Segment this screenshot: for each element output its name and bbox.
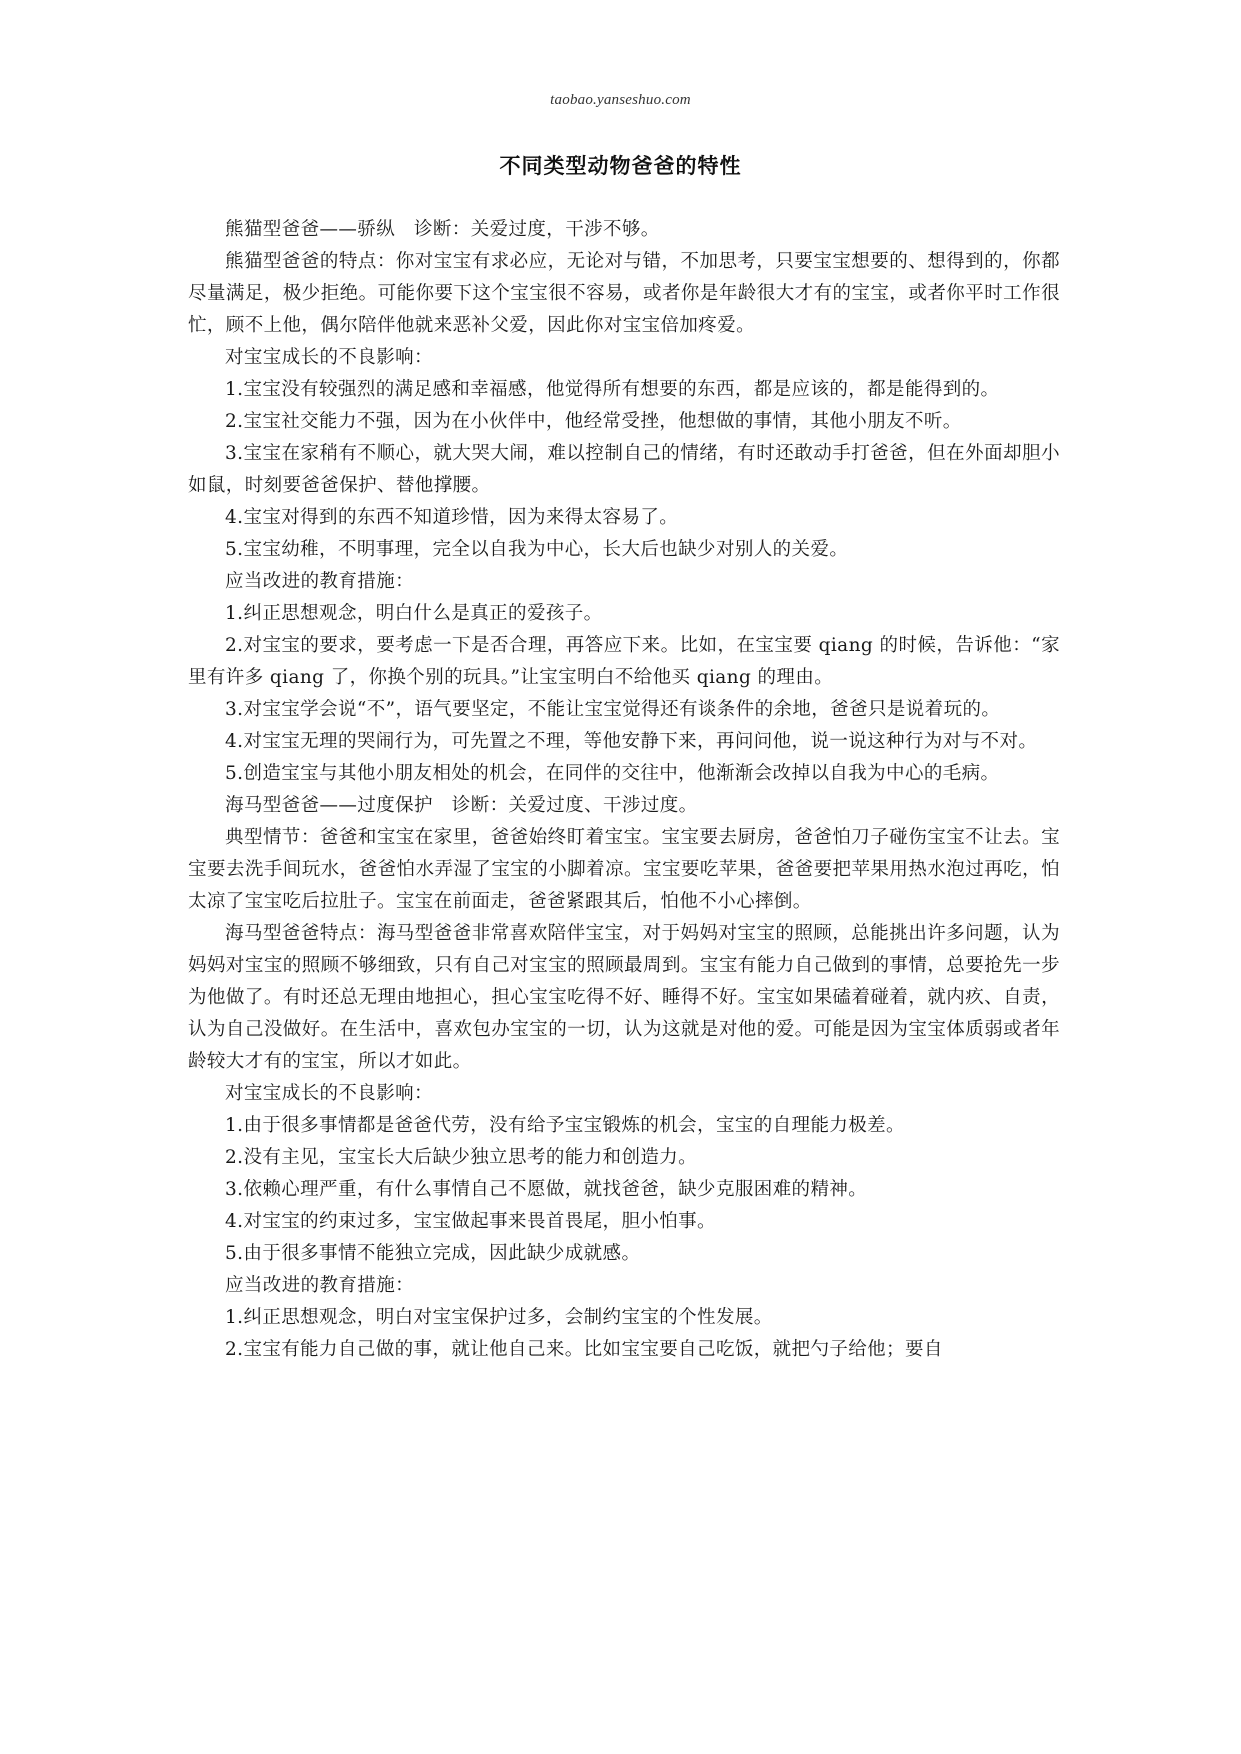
paragraph-seahorse-traits: 海马型爸爸特点：海马型爸爸非常喜欢陪伴宝宝，对于妈妈对宝宝的照顾，总能挑出许多问题，认为妈妈对宝宝的照顾不够细致，只有自己对宝宝的照顾最周到。宝宝有能力自己做到的事情，总要抢先一步为他做了。有时还总无理由地担心，担心宝宝吃得不好、睡得不好。宝宝如果磕着碰着，就内疚、自责，认为自己没做好。在生活中，喜欢包办宝宝的一切，认为这就是对他的爱。可能是因为宝宝体质弱或者年龄较大才有的宝宝，所以才如此。 — [188, 923, 1060, 1072]
document-body — [188, 214, 1060, 1366]
paragraph-panda-traits: 熊猫型爸爸的特点：你对宝宝有求必应，无论对与错，不加思考，只要宝宝想要的、想得到的，你都尽量满足，极少拒绝。可能你要下这个宝宝很不容易，或者你是年龄很大才有的宝宝，或者你平时工作很忙，顾不上他，偶尔陪伴他就来恶补父爱，因此你对宝宝倍加疼爱。 — [188, 251, 1060, 336]
paragraph-panda-measure-3: 3.对宝宝学会说“不”，语气要坚定，不能让宝宝觉得还有谈条件的余地，爸爸只是说着玩的。 — [225, 699, 1001, 720]
document-title: 不同类型动物爸爸的特性 — [499, 154, 742, 178]
paragraph-panda-measures-heading: 应当改进的教育措施： — [225, 571, 415, 592]
paragraph-panda-measure-1: 1.纠正思想观念，明白什么是真正的爱孩子。 — [225, 603, 603, 624]
paragraph-seahorse-effect-1: 1.由于很多事情都是爸爸代劳，没有给予宝宝锻炼的机会，宝宝的自理能力极差。 — [225, 1115, 905, 1136]
paragraph-seahorse-scenario: 典型情节：爸爸和宝宝在家里，爸爸始终盯着宝宝。宝宝要去厨房，爸爸怕刀子碰伤宝宝不让去。宝宝要去洗手间玩水，爸爸怕水弄湿了宝宝的小脚着凉。宝宝要吃苹果，爸爸要把苹果用热水泡过再吃，怕太凉了宝宝吃后拉肚子。宝宝在前面走，爸爸紧跟其后，怕他不小心摔倒。 — [188, 827, 1060, 912]
paragraph-seahorse-effect-5: 5.由于很多事情不能独立完成，因此缺少成就感。 — [225, 1243, 641, 1264]
paragraph-seahorse-measure-2: 2.宝宝有能力自己做的事，就让他自己来。比如宝宝要自己吃饭，就把勺子给他；要自 — [225, 1339, 943, 1360]
paragraph-panda-effects-heading: 对宝宝成长的不良影响： — [225, 347, 433, 368]
paragraph-panda-heading: 熊猫型爸爸——骄纵 诊断：关爱过度，干涉不够。 — [225, 219, 660, 240]
paragraph-panda-measure-4: 4.对宝宝无理的哭闹行为，可先置之不理，等他安静下来，再问问他，说一说这种行为对与不对。 — [225, 731, 1038, 752]
paragraph-seahorse-effect-2: 2.没有主见，宝宝长大后缺少独立思考的能力和创造力。 — [225, 1147, 698, 1168]
paragraph-panda-effect-2: 2.宝宝社交能力不强，因为在小伙伴中，他经常受挫，他想做的事情，其他小朋友不听。 — [225, 411, 962, 432]
paragraph-panda-measure-5: 5.创造宝宝与其他小朋友相处的机会，在同伴的交往中，他渐渐会改掉以自我为中心的毛病。 — [225, 763, 1000, 784]
paragraph-panda-effect-4: 4.宝宝对得到的东西不知道珍惜，因为来得太容易了。 — [225, 507, 679, 528]
paragraph-panda-measure-2: 2.对宝宝的要求，要考虑一下是否合理，再答应下来。比如，在宝宝要 qiang 的时候，告诉他：“家里有许多 qiang 了，你换个别的玩具。”让宝宝明白不给他买 qiang 的理由。 — [188, 635, 1060, 688]
paragraph-seahorse-measure-1: 1.纠正思想观念，明白对宝宝保护过多，会制约宝宝的个性发展。 — [225, 1307, 773, 1328]
paragraph-panda-effect-5: 5.宝宝幼稚，不明事理，完全以自我为中心，长大后也缺少对别人的关爱。 — [225, 539, 849, 560]
paragraph-seahorse-effect-3: 3.依赖心理严重，有什么事情自己不愿做，就找爸爸，缺少克服困难的精神。 — [225, 1179, 868, 1200]
header-url: taobao.yanseshuo.com — [550, 92, 691, 108]
paragraph-seahorse-effect-4: 4.对宝宝的约束过多，宝宝做起事来畏首畏尾，胆小怕事。 — [225, 1211, 716, 1232]
paragraph-seahorse-measures-heading: 应当改进的教育措施： — [225, 1275, 415, 1296]
paragraph-panda-effect-3: 3.宝宝在家稍有不顺心，就大哭大闹，难以控制自己的情绪，有时还敢动手打爸爸，但在外面却胆小如鼠，时刻要爸爸保护、替他撑腰。 — [188, 443, 1060, 496]
paragraph-panda-effect-1: 1.宝宝没有较强烈的满足感和幸福感，他觉得所有想要的东西，都是应该的，都是能得到的。 — [225, 379, 1000, 400]
paragraph-seahorse-effects-heading: 对宝宝成长的不良影响： — [225, 1083, 433, 1104]
paragraph-seahorse-heading: 海马型爸爸——过度保护 诊断：关爱过度、干涉过度。 — [225, 795, 698, 816]
